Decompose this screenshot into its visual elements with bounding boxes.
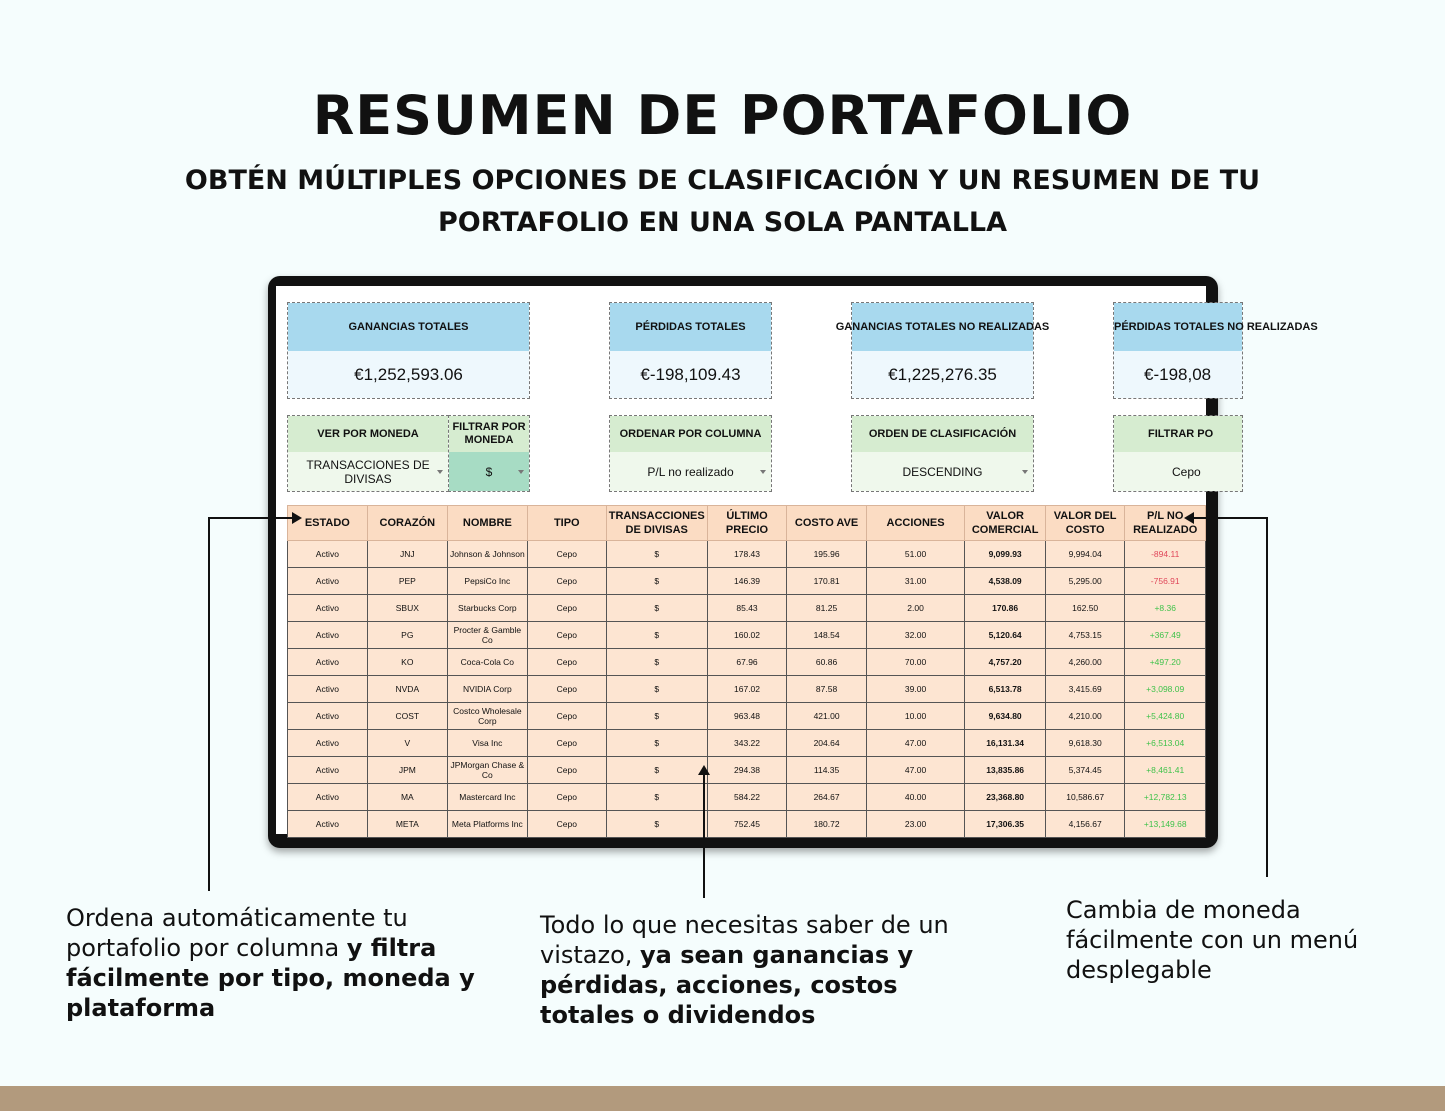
cell-pl-no-realizado: +497.20 (1125, 649, 1206, 676)
cell-ultimo-precio: 146.39 (707, 568, 787, 595)
view-by-currency-label: VER POR MONEDA (288, 416, 448, 453)
filter-by-type-control (1113, 415, 1243, 492)
cell-transacciones: $ (606, 595, 707, 622)
cell-corazon: NVDA (367, 676, 447, 703)
dropdown-caret-icon (760, 470, 766, 474)
cell-transacciones: $ (606, 811, 707, 838)
cell-costo-ave: 114.35 (787, 757, 866, 784)
total-gains-label: GANANCIAS TOTALES (288, 303, 529, 352)
cell-ultimo-precio: 584.22 (707, 784, 787, 811)
cell-corazon: PEP (367, 568, 447, 595)
cell-transacciones: $ (606, 703, 707, 730)
cell-tipo: Cepo (527, 595, 606, 622)
table-row[interactable] (288, 595, 1206, 622)
cell-transacciones: $ (606, 541, 707, 568)
cell-acciones: 70.00 (866, 649, 965, 676)
total-gains-card (287, 302, 530, 399)
table-row[interactable] (288, 676, 1206, 703)
cell-tipo: Cepo (527, 622, 606, 649)
cell-acciones: 51.00 (866, 541, 965, 568)
cell-corazon: V (367, 730, 447, 757)
note-currency (1066, 895, 1406, 985)
filter-by-type-select[interactable] (1114, 452, 1242, 491)
cell-transacciones: $ (606, 622, 707, 649)
table-header-row (288, 506, 1206, 541)
table-row[interactable] (288, 568, 1206, 595)
table-row[interactable] (288, 811, 1206, 838)
note-sort-filter-text: Ordena automáticamente tu portafolio por columna (66, 904, 408, 962)
right-arrow-arm (1192, 517, 1268, 519)
spreadsheet-view (276, 286, 1318, 834)
cell-acciones: 2.00 (866, 595, 965, 622)
col-ultimo-precio-header[interactable]: ÚLTIMO PRECIO (707, 506, 787, 541)
col-valor-comercial-header[interactable]: VALOR COMERCIAL (965, 506, 1046, 541)
cell-valor-comercial: 9,099.93 (965, 541, 1046, 568)
page-subtitle: OBTÉN MÚLTIPLES OPCIONES DE CLASIFICACIÓN Y UN RESUMEN DE TU PORTAFOLIO EN UNA SOLA PANTALLA (184, 165, 1261, 238)
cell-costo-ave: 60.86 (787, 649, 866, 676)
cell-valor-costo: 10,586.67 (1045, 784, 1124, 811)
dropdown-caret-icon (1022, 470, 1028, 474)
cell-estado: Activo (288, 730, 368, 757)
view-by-currency-value: TRANSACCIONES DE DIVISAS (306, 457, 430, 486)
filter-by-type-value: Cepo (1172, 464, 1201, 479)
cell-acciones: 23.00 (866, 811, 965, 838)
unrealized-gains-label: GANANCIAS TOTALES NO REALIZADAS (852, 303, 1033, 352)
cell-valor-comercial: 5,120.64 (965, 622, 1046, 649)
cell-nombre: NVIDIA Corp (447, 676, 527, 703)
cell-transacciones: $ (606, 730, 707, 757)
unrealized-losses-value: €-198,08 (1114, 351, 1242, 398)
note-overview (540, 910, 1000, 1030)
unrealized-losses-card (1113, 302, 1318, 399)
right-arrow-stem (1266, 517, 1268, 877)
cell-ultimo-precio: 85.43 (707, 595, 787, 622)
cell-valor-costo: 4,210.00 (1045, 703, 1124, 730)
cell-valor-costo: 9,994.04 (1045, 541, 1124, 568)
col-estado-header[interactable]: ESTADO (288, 506, 368, 541)
cell-ultimo-precio: 160.02 (707, 622, 787, 649)
cell-pl-no-realizado: +6,513.04 (1125, 730, 1206, 757)
cell-corazon: META (367, 811, 447, 838)
left-arrowhead-icon (292, 512, 302, 524)
col-acciones-header[interactable]: ACCIONES (866, 506, 965, 541)
cell-pl-no-realizado: -756.91 (1125, 568, 1206, 595)
cell-costo-ave: 421.00 (787, 703, 866, 730)
cell-ultimo-precio: 67.96 (707, 649, 787, 676)
table-row[interactable] (288, 622, 1206, 649)
cell-valor-comercial: 4,757.20 (965, 649, 1046, 676)
sort-order-select[interactable] (852, 452, 1033, 491)
cell-acciones: 47.00 (866, 730, 965, 757)
cell-nombre: Starbucks Corp (447, 595, 527, 622)
cell-corazon: PG (367, 622, 447, 649)
cell-pl-no-realizado: +8,461.41 (1125, 757, 1206, 784)
cell-costo-ave: 195.96 (787, 541, 866, 568)
view-by-currency-control (287, 415, 449, 492)
table-row[interactable] (288, 703, 1206, 730)
unrealized-gains-card (835, 302, 1050, 399)
cell-tipo: Cepo (527, 649, 606, 676)
portfolio-table (287, 505, 1206, 838)
table-row[interactable] (288, 730, 1206, 757)
cell-tipo: Cepo (527, 676, 606, 703)
cell-estado: Activo (288, 676, 368, 703)
total-losses-value: €-198,109.43 (610, 351, 771, 398)
note-overview-text: Todo lo que necesitas saber de un vistazo, (540, 911, 949, 969)
cell-acciones: 10.00 (866, 703, 965, 730)
right-arrowhead-icon (1184, 512, 1194, 524)
center-arrow-stem (703, 775, 705, 898)
cell-tipo: Cepo (527, 757, 606, 784)
sort-by-column-label: ORDENAR POR COLUMNA (610, 416, 771, 453)
table-body (288, 541, 1206, 838)
cell-corazon: JPM (367, 757, 447, 784)
cell-estado: Activo (288, 622, 368, 649)
bottom-bar (0, 1086, 1445, 1111)
sort-by-column-control (609, 415, 772, 492)
cell-ultimo-precio: 167.02 (707, 676, 787, 703)
col-corazon-header[interactable]: CORAZÓN (367, 506, 447, 541)
cell-transacciones: $ (606, 676, 707, 703)
cell-pl-no-realizado: +3,098.09 (1125, 676, 1206, 703)
cell-valor-costo: 3,415.69 (1045, 676, 1124, 703)
sort-order-value: DESCENDING (902, 464, 983, 479)
cell-corazon: MA (367, 784, 447, 811)
cell-transacciones: $ (606, 757, 707, 784)
cell-nombre: Procter & Gamble Co (447, 622, 527, 649)
col-valor-costo-header[interactable]: VALOR DEL COSTO (1045, 506, 1124, 541)
table-row[interactable] (288, 649, 1206, 676)
dropdown-caret-icon (437, 470, 443, 474)
col-nombre-header[interactable]: NOMBRE (447, 506, 527, 541)
filter-by-type-label: FILTRAR PO (1114, 416, 1242, 453)
cell-ultimo-precio: 752.45 (707, 811, 787, 838)
cell-transacciones: $ (606, 568, 707, 595)
cell-ultimo-precio: 343.22 (707, 730, 787, 757)
cell-costo-ave: 204.64 (787, 730, 866, 757)
cell-estado: Activo (288, 541, 368, 568)
cell-tipo: Cepo (527, 784, 606, 811)
cell-costo-ave: 148.54 (787, 622, 866, 649)
cell-acciones: 39.00 (866, 676, 965, 703)
cell-acciones: 31.00 (866, 568, 965, 595)
col-transacciones-header[interactable]: TRANSACCIONES DE DIVISAS (606, 506, 707, 541)
cell-acciones: 40.00 (866, 784, 965, 811)
cell-tipo: Cepo (527, 541, 606, 568)
col-tipo-header[interactable]: TIPO (527, 506, 606, 541)
laptop-screen-frame (268, 276, 1318, 848)
cell-valor-costo: 5,295.00 (1045, 568, 1124, 595)
cell-valor-comercial: 6,513.78 (965, 676, 1046, 703)
view-by-currency-select[interactable] (288, 452, 448, 491)
cell-valor-costo: 5,374.45 (1045, 757, 1124, 784)
cell-ultimo-precio: 963.48 (707, 703, 787, 730)
cell-valor-comercial: 16,131.34 (965, 730, 1046, 757)
cell-ultimo-precio: 294.38 (707, 757, 787, 784)
left-arrow-stem (208, 517, 210, 891)
cell-corazon: SBUX (367, 595, 447, 622)
note-overview-bold: ya sean ganancias y pérdidas, acciones, costos totales o dividendos (540, 941, 914, 1029)
cell-valor-comercial: 4,538.09 (965, 568, 1046, 595)
table-row[interactable] (288, 784, 1206, 811)
col-pl-no-realizado-header[interactable]: P/L NO REALIZADO (1125, 506, 1206, 541)
filter-by-currency-value: $ (485, 464, 493, 479)
cell-valor-comercial: 9,634.80 (965, 703, 1046, 730)
sort-by-column-value: P/L no realizado (647, 464, 734, 479)
cell-estado: Activo (288, 595, 368, 622)
cell-corazon: JNJ (367, 541, 447, 568)
cell-estado: Activo (288, 757, 368, 784)
cell-valor-costo: 4,260.00 (1045, 649, 1124, 676)
total-losses-label: PÉRDIDAS TOTALES (610, 303, 771, 352)
cell-tipo: Cepo (527, 811, 606, 838)
cell-transacciones: $ (606, 784, 707, 811)
sort-order-label: ORDEN DE CLASIFICACIÓN (852, 416, 1033, 453)
cell-estado: Activo (288, 649, 368, 676)
total-losses-card (609, 302, 772, 399)
note-sort-filter (66, 903, 486, 1023)
cell-valor-comercial: 23,368.80 (965, 784, 1046, 811)
cell-costo-ave: 180.72 (787, 811, 866, 838)
total-gains-value: €1,252,593.06 (288, 351, 529, 398)
cell-costo-ave: 81.25 (787, 595, 866, 622)
cell-estado: Activo (288, 568, 368, 595)
cell-acciones: 47.00 (866, 757, 965, 784)
cell-nombre: Mastercard Inc (447, 784, 527, 811)
filter-by-currency-select[interactable] (449, 452, 529, 491)
cell-valor-comercial: 13,835.86 (965, 757, 1046, 784)
cell-tipo: Cepo (527, 730, 606, 757)
cell-nombre: Meta Platforms Inc (447, 811, 527, 838)
cell-pl-no-realizado: +12,782.13 (1125, 784, 1206, 811)
filter-by-currency-label: FILTRAR POR MONEDA (449, 416, 529, 453)
unrealized-gains-value: €1,225,276.35 (852, 351, 1033, 398)
cell-estado: Activo (288, 811, 368, 838)
cell-nombre: PepsiCo Inc (447, 568, 527, 595)
cell-costo-ave: 87.58 (787, 676, 866, 703)
cell-nombre: Costco Wholesale Corp (447, 703, 527, 730)
cell-tipo: Cepo (527, 703, 606, 730)
table-row[interactable] (288, 541, 1206, 568)
cell-valor-costo: 162.50 (1045, 595, 1124, 622)
filter-by-currency-control (448, 415, 530, 492)
col-costo-ave-header[interactable]: COSTO AVE (787, 506, 866, 541)
cell-ultimo-precio: 178.43 (707, 541, 787, 568)
cell-acciones: 32.00 (866, 622, 965, 649)
table-row[interactable] (288, 757, 1206, 784)
cell-valor-comercial: 170.86 (965, 595, 1046, 622)
note-sort-filter-bold: y filtra fácilmente por tipo, moneda y plataforma (66, 934, 475, 1022)
cell-valor-comercial: 17,306.35 (965, 811, 1046, 838)
sort-by-column-select[interactable] (610, 452, 771, 491)
cell-valor-costo: 4,753.15 (1045, 622, 1124, 649)
cell-valor-costo: 4,156.67 (1045, 811, 1124, 838)
cell-pl-no-realizado: +13,149.68 (1125, 811, 1206, 838)
cell-estado: Activo (288, 703, 368, 730)
cell-nombre: JPMorgan Chase & Co (447, 757, 527, 784)
center-arrowhead-icon (698, 765, 710, 775)
cell-valor-costo: 9,618.30 (1045, 730, 1124, 757)
cell-corazon: KO (367, 649, 447, 676)
cell-transacciones: $ (606, 649, 707, 676)
cell-pl-no-realizado: +5,424.80 (1125, 703, 1206, 730)
cell-pl-no-realizado: -894.11 (1125, 541, 1206, 568)
cell-pl-no-realizado: +8.36 (1125, 595, 1206, 622)
cell-nombre: Coca-Cola Co (447, 649, 527, 676)
cell-estado: Activo (288, 784, 368, 811)
unrealized-losses-label: PÉRDIDAS TOTALES NO REALIZADAS (1114, 303, 1242, 352)
cell-nombre: Johnson & Johnson (447, 541, 527, 568)
note-currency-text: Cambia de moneda fácilmente con un menú desplegable (1066, 896, 1359, 984)
cell-costo-ave: 264.67 (787, 784, 866, 811)
sort-order-control (851, 415, 1034, 492)
cell-corazon: COST (367, 703, 447, 730)
page-title: RESUMEN DE PORTAFOLIO (312, 84, 1133, 147)
cell-tipo: Cepo (527, 568, 606, 595)
cell-nombre: Visa Inc (447, 730, 527, 757)
cell-costo-ave: 170.81 (787, 568, 866, 595)
cell-pl-no-realizado: +367.49 (1125, 622, 1206, 649)
dropdown-caret-icon (518, 470, 524, 474)
left-arrow-arm (208, 517, 294, 519)
